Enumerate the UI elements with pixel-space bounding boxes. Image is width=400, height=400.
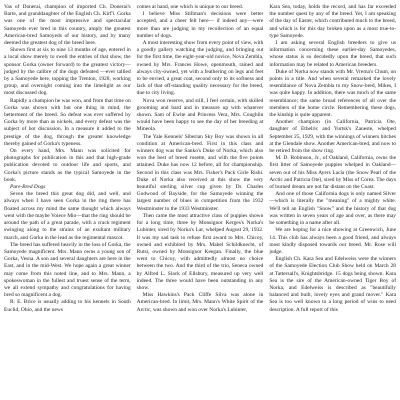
article-paragraph: English Ch. Kara Sea and Edelweiss were the winners of the Samoyede Election Club Show held on March 28 at Tattersall's, Knightsbridge. 15 dogs being shown. Kara Sea is the sire of the American-owned Tiger Boy of Norka, and Edelweiss is described as "beautifully balanced and built, lovely eyes and grand mover." Kara Sea is too well known to a long period of wins to need description. A full report of this (269, 256, 397, 313)
article-paragraph: Kara Sea, today, holds the record, and has far exceeded the number quest by any of the breed. Yet, I am speaking of the day of Easter, which contributed much to the breed, and which is for this day broken upon as a most true-to-type Samoyede. (269, 4, 397, 39)
article-paragraph: Nova won reserve, and still, I feel certain, with skilled grooming and bard and in measure up with whatever shown. Sam of Ewite and Princess Vera, Mrs. Coughlin would have been happy to see the day of her breeding at Mineola. (136, 97, 264, 133)
article-paragraph: The Yale Kennels' Siberian Sky Boy was shown in all condition at American-bred. First in this class and winners dog was the Sanko's Duke of Norka, which also won the best of breed rosette, and with the five points attained. Duke has now 12 before, all for championship. Second in this class was Mrs. Fisher's Pack Girle Rishi. Duke of Norka also received at this show the very beautiful sterling silver cup given by Dr. Charles Godwood of Bayside, for the Samoyede winning the largest number of blues in competition from the 1932 Westminster to the 1933 Westminster. (136, 133, 264, 212)
article-paragraph: I believe Miss Stillman's decisions were better accepted, and a cheer felt here— if indeed any—were more than are judging in my recollection of an equal number of dogs. (136, 11, 264, 39)
article-paragraph: We are hoping for a nice showing at Greenwich, June 14. This club has always been a good friend, and always most kindly disposed towards our breed. Mr. Rose will judge. (269, 227, 397, 255)
section-heading: Pure-Bred Dogs (10, 184, 46, 191)
article-paragraph: Then came the most attractive class of puppies shown for a long time, three by Monsignor Kerges's Norka's Lubinter, sired by Norka's Lar, whelped August 29, 1932. It was my sad task to refuse first award to Mrs. Chicoy, owned and exhibited by Mrs. Mabel Schildknecht, of Rutsi, owned by Monsignor Keegan. Finally, the blue went to Chicoy, with admittedly almost no choice between the two. And the third of the trio, Seneca owned by Alfred L. Slack of Ellsbury, measured up very well indeed. The three would have been outstanding in any show. (136, 212, 264, 291)
article-paragraph: R. E. Brice is usually adding to his kennels in South Euclid, Ohio, and the news (4, 299, 131, 313)
article-paragraph: Miss Hawkins's Pack Cliffe Silva was alone in American-bred. In limit, Mrs. Mann's White Spirit of the Arctic, was shown and won over Norka's Lubinter, (136, 292, 264, 313)
text-column-2 (137, 4, 264, 400)
article-paragraph: Rapidly a champion he was won, and from that time on Gorka was shown with but one thing in mind, the betterment of the breed. So defeat was ever suffered by Gorka by more than as nickels, and every defeat was the subject of hot discussion. In a measure it added to the prestige of the dog, through the greater knowledge thereby gained of Gorka's typeness. (4, 97, 131, 147)
article-paragraph: And one of those California dogs is only named Silver—which is literally the "meaning" of a mighty white. We'll tell an English "Snow" and the history of that dog was written in seven years of age and over, as there may be something in a name after all. (269, 191, 397, 227)
article-paragraph: On every hand, Mrs. Mann was solicited for photographs for publication in this and that high-grade publication devoted to outdoor life and sports, and Gorka's picture stands as the typical Samoyede in the book. (4, 148, 131, 183)
article-paragraph: comes at hand, one which is unique to our breed. (136, 4, 244, 10)
text-column-1 (4, 4, 131, 400)
article-paragraph: Seven the breed this great dog did, and well, and always when I have seen Gorka in the ring there has floated across my mind the same thought which always went with the maybe Voiece Mio—that the ring should be around the path of a great parade, with a crack regiment swinging along to the strains of an exultant military march, and Gorka in the lead as the regimental mascot. (4, 191, 131, 241)
article-paragraph: A most interesting show from every point of view, with a goodly gallery watching the judging, and bringing out for the first time, the eight-year-old novice, Nova Zembla, owned by Mrs. Frances Howe, openmouth, rained and always city-owned, yet with a feathering on legs and feet to be envied, a great coat, second only to its softness and lack of that off-standing quality necessary for the breed, due to city living. (136, 40, 264, 97)
article-paragraph: M. D. Robinson, Jr., of Oakland, California, owns the first litter of Samoyede puppies whelped in Oakland—seven out of his Miss Ayers Lacia (the Snow Pearl of the Arctic and Patricia Ote), sired by Miss of Corea. The days of burned dream are not far distant on the Coast. (269, 155, 397, 191)
article-paragraph: Duke of Norka now stands with Mr. Vrema's Chum, on points in a title. And when several remarked the lovely resemblance of Nova Zembla to my Snow-bred, Mikes, I was quite happy. In addition, there was much of the same resemblance; the same broad references of all over the members of the home circle. Remembering these dogs, the kinship is quite apparent. (269, 68, 397, 119)
article-paragraph: Another champion (in California, Patricia Ote, daughter of Ethelric and Yurtsk's Zaneste, whelped September 25, 1929, with the winnings of winners bitches at the Glendale show. Another American-bred, and now to be retired from the show ring. (269, 119, 397, 155)
text-column-3 (269, 4, 396, 400)
article-paragraph: Shown first at six to nine 13 months of age, entered in a local show merely to swell the entries of that show, the sponsor Gorka (owner forward) to the greatest victory—judged by the calibre of the dogs defeated —ever tallied by a Samoyede here, topping the Trenton, 1928, working group, and overnight coming into the limelight as our most discussed dog. (4, 47, 131, 97)
article-paragraph: I am asking several English breeders to give us information concerning these earlier-day Samoyedes, whose status is so decidedly upon the breed, that such information may be related to American breeders. (269, 40, 397, 68)
article-paragraph: Vas of Donerai, champion of imported Ch. Donerai's Barte, and granddaughter of the English Ch. Kirf'i. Gorka was one of the most impressive and spectacular Samoyeds ever bred in this country, amply the greatest American-bred Samoyeds of our history, and by many deemed the greatest dog of the breed here. (4, 4, 131, 47)
article-paragraph: The breed has suffered heavily in the loss of Gorka, the Samoyede magnificent. Mrs. Mann owns a young son of Gorka, Vesna. A son and several daughters are here in the East, and in the mid-West. We hope again a great winner may come from this noted line, and to Mrs. Mann, a spokeswoman in the fullest and truest sense of the term, we all extend sympathy and congratulations for having bred so magnificent a dog. (4, 241, 131, 299)
